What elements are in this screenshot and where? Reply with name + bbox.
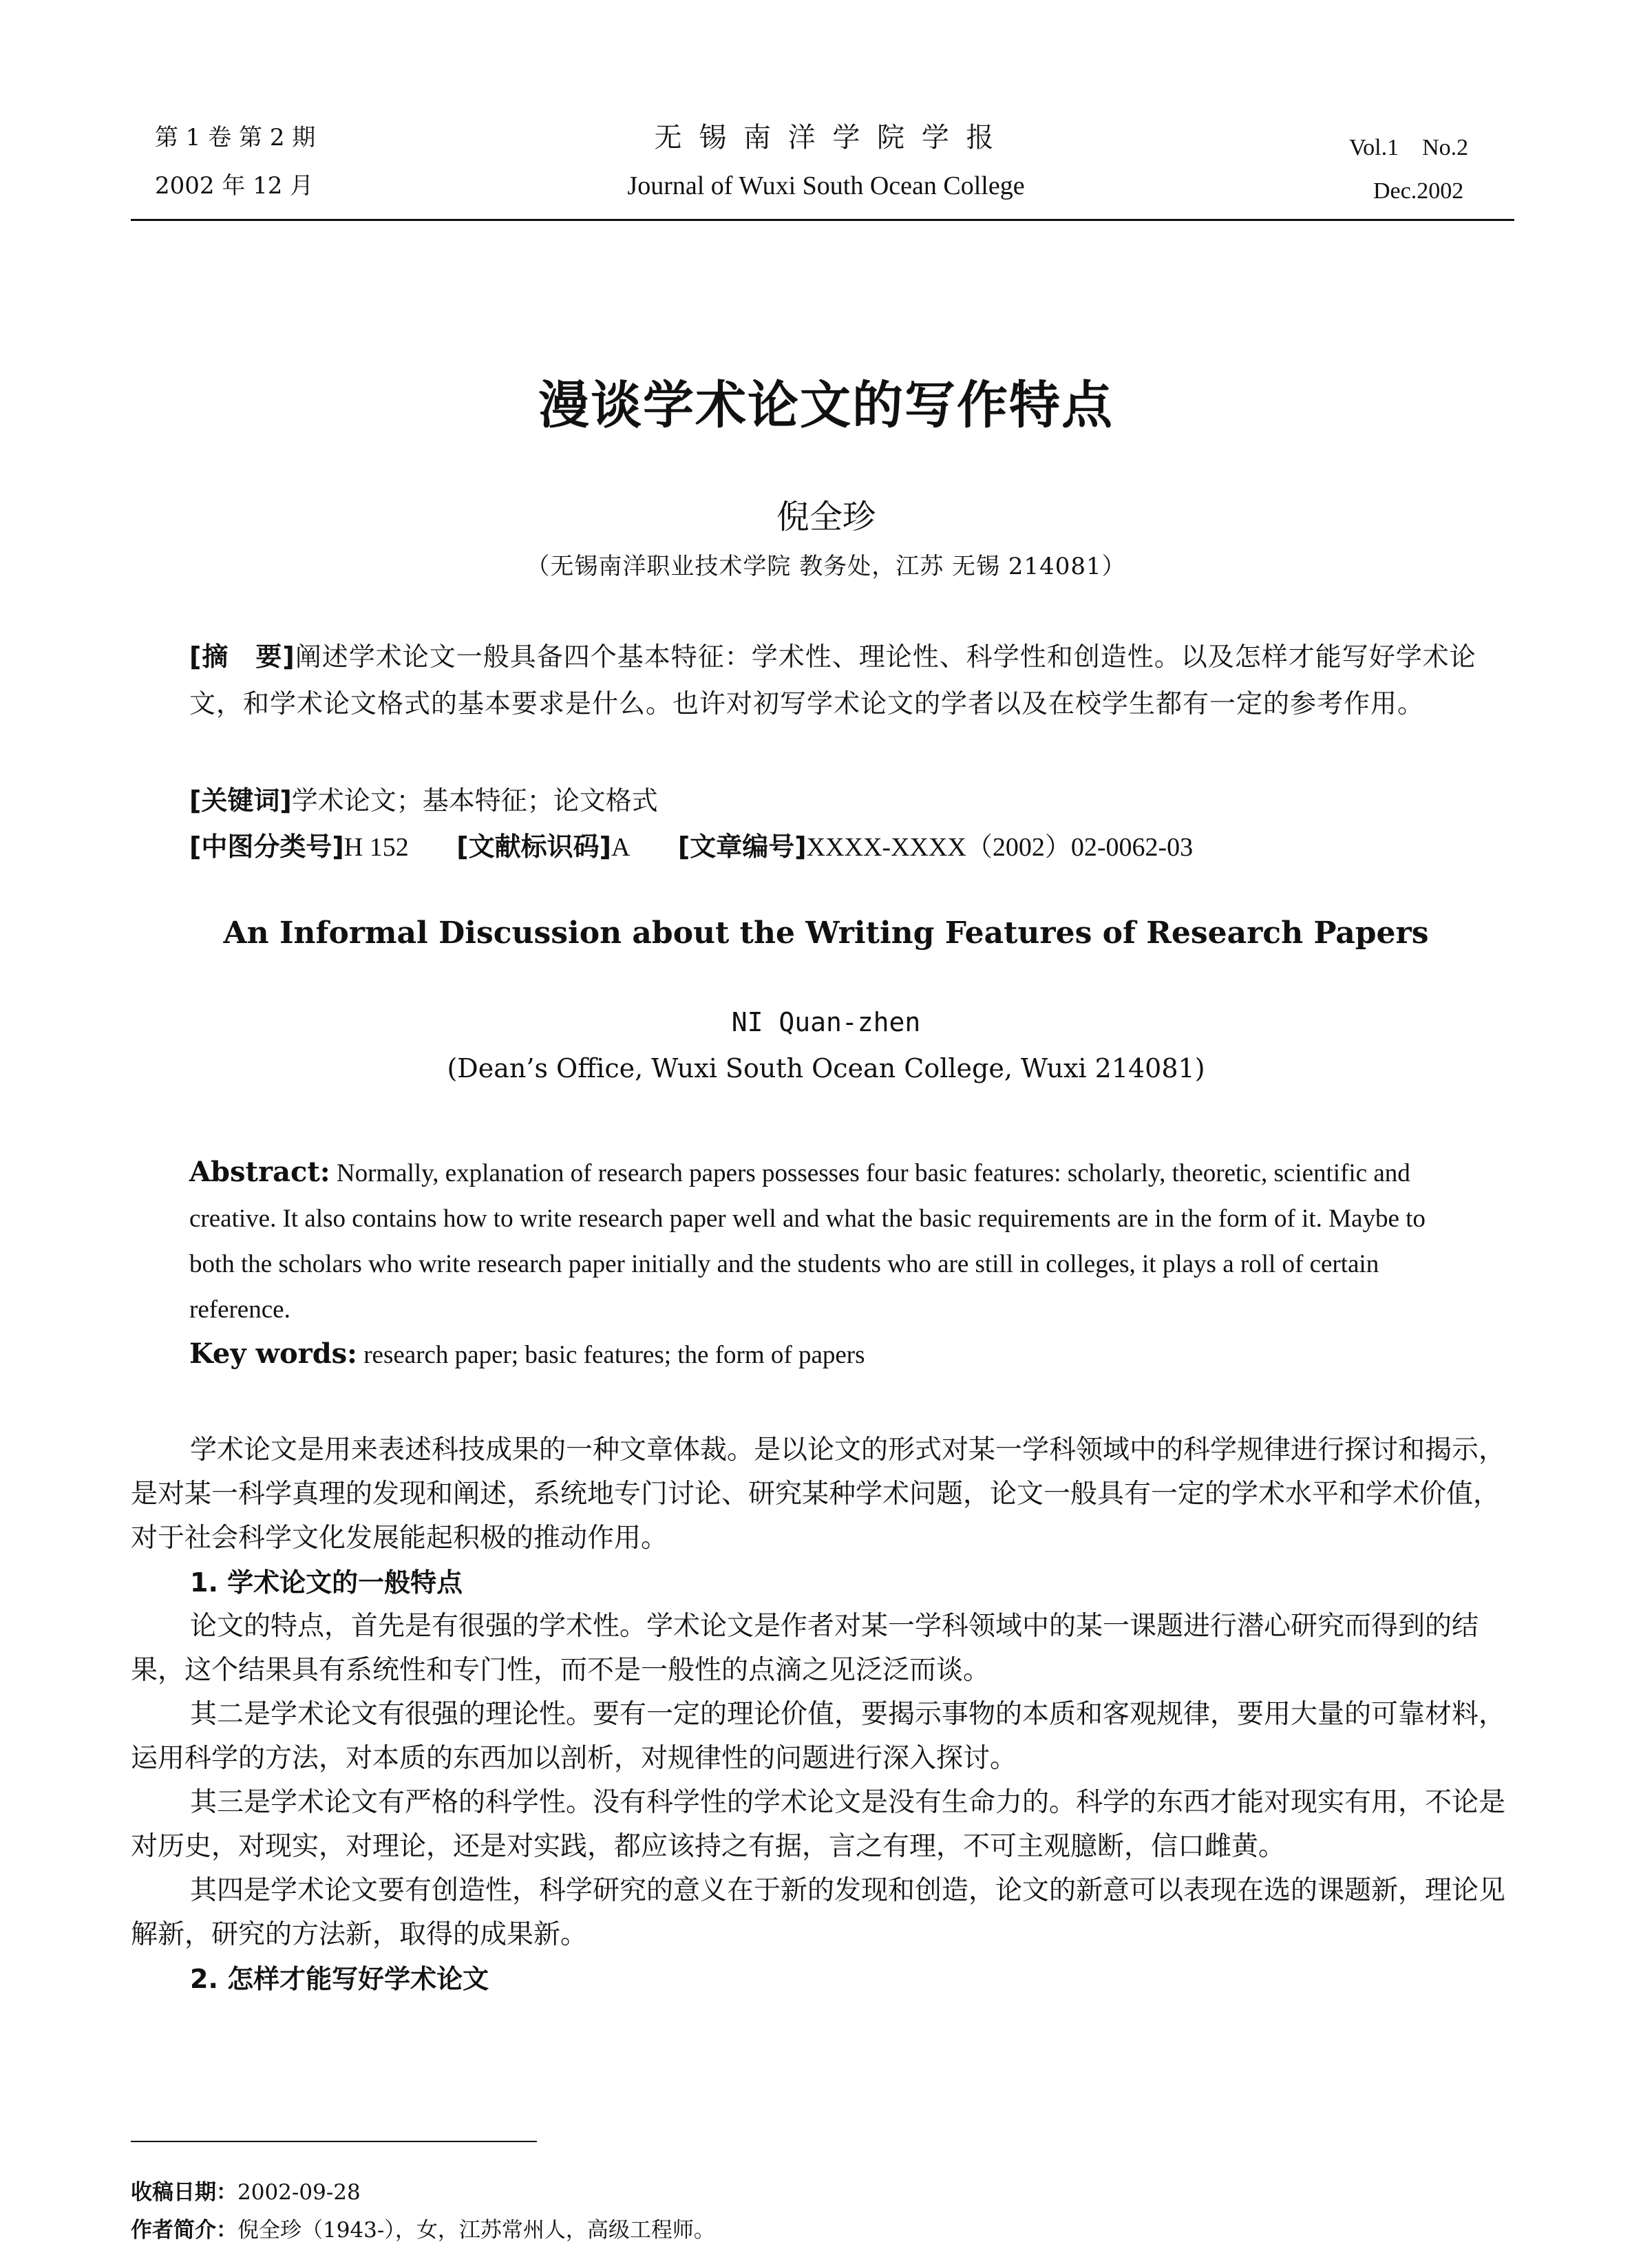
abstract-cn <box>189 633 1497 727</box>
feature-paragraph-3: 其三是学术论文有严格的科学性。没有科学性的学术论文是没有生命力的。科学的东西才能对现实有用，不论是对历史，对现实，对理论，还是对实践，都应该持之有据，言之有理，不可主观臆断，信口雌黄。 <box>131 1787 1506 1862</box>
feature-paragraph-2: 其二是学术论文有很强的理论性。要有一定的理论价值，要揭示事物的本质和客观规律，要用大量的可靠材料，运用科学的方法，对本质的东西加以剖析，对规律性的问题进行深入探讨。 <box>131 1699 1506 1774</box>
keywords-en-label: Key words: <box>189 1337 357 1370</box>
bio-value: 倪全珍（1943-），女，江苏常州人，高级工程师。 <box>237 2218 715 2243</box>
volume-issue-cn: 第 1 卷 第 2 期 <box>155 124 316 151</box>
feature-paragraph-4: 其四是学术论文要有创造性，科学研究的意义在于新的发现和创造，论文的新意可以表现在选的课题新，理论见解新，研究的方法新，取得的成果新。 <box>131 1875 1506 1950</box>
volume-issue-en: Vol.1 No.2 <box>1349 135 1469 160</box>
classification-line <box>189 829 1234 865</box>
abstract-cn-text: 阐述学术论文一般具备四个基本特征：学术性、理论性、科学性和创造性。以及怎样才能写好学术论文，和学术论文格式的基本要求是什么。也许对初写学术论文的学者以及在校学生都有一定的参考作用。 <box>189 642 1476 719</box>
date-cn: 2002 年 12 月 <box>155 172 314 200</box>
author-bio <box>131 2217 715 2244</box>
feature-paragraph-1: 论文的特点，首先是有很强的学术性。学术论文是作者对某一学科领域中的某一课题进行潜心研究而得到的结果，这个结果具有系统性和专门性，而不是一般性的点滴之见泛泛而谈。 <box>131 1611 1479 1686</box>
keywords-en <box>189 1337 865 1373</box>
keywords-cn-text: 学术论文；基本特征；论文格式 <box>291 785 658 816</box>
abstract-en-label: Abstract: <box>189 1156 330 1188</box>
received-label: 收稿日期： <box>131 2180 237 2205</box>
article-body <box>131 1428 1514 2001</box>
section-2-heading: 2. 怎样才能写好学术论文 <box>190 1964 489 1994</box>
bio-label: 作者简介： <box>131 2218 237 2243</box>
article-no-label: [文章编号] <box>677 832 807 862</box>
article-title-cn: 漫谈学术论文的写作特点 <box>538 376 1114 435</box>
received-value: 2002-09-28 <box>237 2180 361 2205</box>
author-cn: 倪全珍 <box>776 498 876 536</box>
doc-code-label: [文献标识码] <box>456 832 611 862</box>
article-no-value: XXXX-XXXX（2002）02-0062-03 <box>806 833 1194 862</box>
keywords-cn-label: [关键词] <box>189 785 292 816</box>
keywords-en-text: research paper; basic features; the form of papers <box>363 1341 865 1369</box>
clc-label: [中图分类号] <box>189 832 344 862</box>
abstract-en <box>189 1150 1463 1333</box>
clc-value: H 152 <box>343 833 409 862</box>
journal-title-cn: 无 锡 南 洋 学 院 学 报 <box>654 122 998 154</box>
date-en: Dec.2002 <box>1373 178 1464 204</box>
section-1-heading: 1. 学术论文的一般特点 <box>190 1567 463 1598</box>
header-rule <box>131 219 1514 221</box>
author-en: NI Quan-zhen <box>731 1007 921 1037</box>
journal-title-en: Journal of Wuxi South Ocean College <box>627 171 1025 200</box>
footnote-rule <box>131 2141 537 2142</box>
article-no-item <box>678 829 1193 865</box>
affiliation-en: (Dean’s Office, Wuxi South Ocean College, Wuxi 214081) <box>447 1053 1205 1083</box>
keywords-cn <box>189 783 658 818</box>
clc-item <box>189 829 409 865</box>
article-title-en: An Informal Discussion about the Writing Features of Research Papers <box>223 916 1429 951</box>
abstract-cn-label: [摘 要] <box>189 642 295 672</box>
intro-paragraph: 学术论文是用来表述科技成果的一种文章体裁。是以论文的形式对某一学科领域中的科学规律进行探讨和揭示，是对某一科学真理的发现和阐述，系统地专门讨论、研究某种学术问题，论文一般具有一定的学术水平和学术价值，对于社会科学文化发展能起积极的推动作用。 <box>131 1435 1506 1554</box>
doc-code-value: A <box>611 833 631 862</box>
abstract-en-text: Normally, explanation of research papers possesses four basic features: scholarly, theoretic, scientific and creative. It also contains how to write research paper well and what the basic requirements are in the form of it. Maybe to both the scholars who write research paper initially and the students who are still in colleges, it plays a roll of certain reference. <box>189 1159 1426 1324</box>
affiliation-cn: （无锡南洋职业技术学院 教务处，江苏 无锡 214081） <box>526 553 1126 580</box>
doc-code-item <box>456 829 630 865</box>
received-date <box>131 2179 361 2206</box>
